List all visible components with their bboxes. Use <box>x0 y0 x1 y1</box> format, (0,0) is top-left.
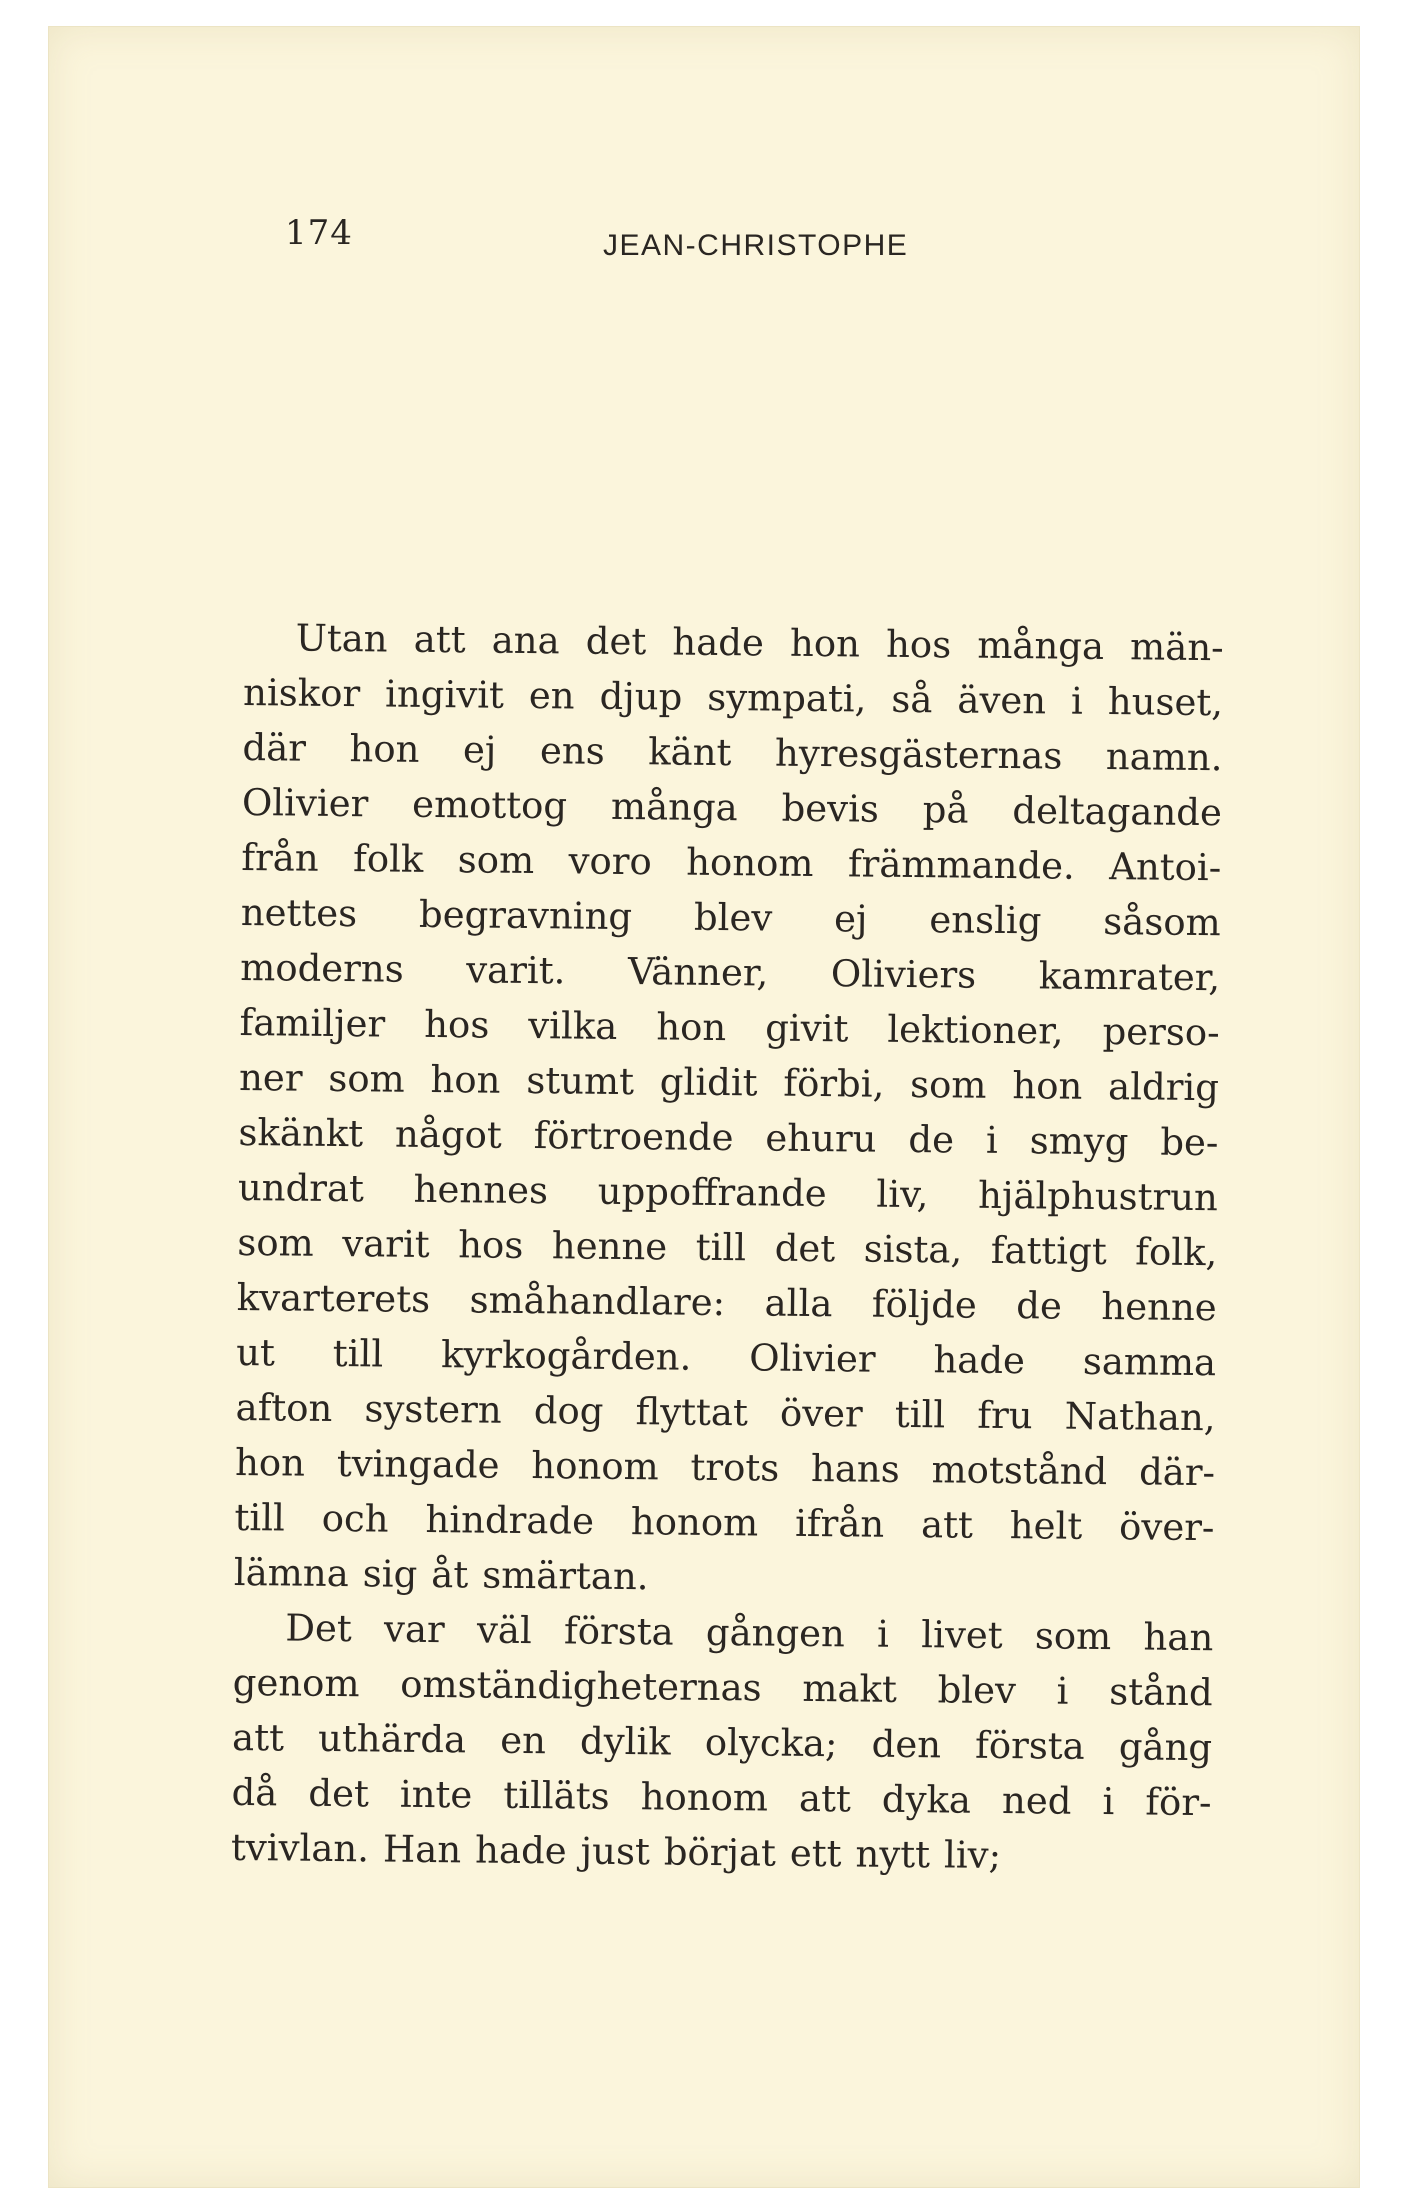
word: även <box>957 678 1047 723</box>
word: ens <box>539 729 605 773</box>
word: voro <box>568 839 653 884</box>
word: ner <box>238 1055 303 1100</box>
running-title: JEAN-CHRISTOPHE <box>603 229 909 262</box>
word: emottog <box>411 782 568 828</box>
word: namn. <box>1105 735 1223 780</box>
word: sista, <box>863 1227 963 1272</box>
text-line <box>238 1160 1219 1225</box>
word: som <box>1034 1614 1112 1659</box>
word: en <box>528 673 575 718</box>
word: enslig <box>929 898 1042 943</box>
word: att <box>231 1715 285 1760</box>
word: ej <box>833 897 868 941</box>
word: den <box>871 1722 942 1767</box>
word: som <box>457 838 535 883</box>
word: skänkt <box>238 1110 364 1156</box>
word: deltagande <box>1012 789 1223 835</box>
word: ett <box>789 1831 842 1876</box>
word: ingivit <box>384 672 505 717</box>
word: omständigheternas <box>400 1662 762 1710</box>
word: till <box>234 1495 286 1540</box>
word: i <box>876 1612 890 1656</box>
word: henne <box>1101 1285 1217 1330</box>
word: det <box>308 1771 370 1816</box>
word: bevis <box>781 786 880 831</box>
word: afton <box>235 1385 333 1430</box>
word: i <box>1056 1669 1069 1713</box>
word: var <box>383 1607 445 1652</box>
word: hade <box>933 1338 1026 1383</box>
word: att <box>798 1776 852 1821</box>
word: lektioner, <box>887 1007 1064 1053</box>
word: att <box>413 617 466 662</box>
word: Oliviers <box>830 952 977 997</box>
word: kvarterets <box>236 1275 431 1321</box>
word: djup <box>599 674 683 719</box>
word: givit <box>765 1006 849 1051</box>
text-line <box>243 610 1224 675</box>
word: hennes <box>413 1167 549 1213</box>
word: henne <box>551 1224 668 1269</box>
word: makt <box>802 1666 898 1711</box>
body-text <box>231 610 1224 1885</box>
word: inte <box>399 1772 473 1817</box>
word: att <box>920 1503 974 1547</box>
word: de <box>908 1117 955 1162</box>
word: genom <box>232 1660 360 1706</box>
word: niskor <box>242 670 361 716</box>
word: nytt <box>855 1832 931 1877</box>
word: främmande. <box>847 842 1076 888</box>
word: blev <box>937 1668 1017 1713</box>
word: Olivier <box>749 1336 876 1381</box>
word: Antoi- <box>1109 845 1222 890</box>
word: hade <box>474 1828 567 1873</box>
word: tilläts <box>503 1773 610 1818</box>
word: trots <box>690 1445 780 1490</box>
word: kamrater, <box>1038 954 1221 1000</box>
word: stumt <box>526 1058 635 1104</box>
word: fattigt <box>990 1228 1107 1274</box>
word: motstånd <box>931 1448 1108 1494</box>
word: hon <box>1012 1064 1083 1108</box>
page-number: 174 <box>285 213 353 253</box>
word: hyresgästernas <box>774 731 1063 778</box>
word: aldrig <box>1107 1065 1220 1110</box>
word: hos <box>423 1002 490 1047</box>
word: ana <box>491 618 560 663</box>
word: Olivier <box>241 780 369 826</box>
word: hade <box>672 620 765 665</box>
text-line <box>234 1545 1215 1610</box>
word: så <box>891 677 933 722</box>
word: ej <box>462 728 497 772</box>
text-line <box>234 1490 1215 1555</box>
word: ehuru <box>765 1116 877 1161</box>
word: i <box>1070 679 1084 723</box>
word: en <box>500 1718 547 1763</box>
text-line <box>243 665 1224 730</box>
word: huset, <box>1107 680 1224 725</box>
word: hon <box>789 621 861 666</box>
word: något <box>394 1112 502 1157</box>
word: ned <box>1001 1779 1072 1823</box>
word: väl <box>476 1608 533 1653</box>
word: som <box>237 1220 314 1265</box>
word: där <box>242 725 307 770</box>
word: hjälphustrun <box>977 1173 1219 1220</box>
word: ifrån <box>794 1501 885 1546</box>
word: då <box>231 1770 278 1815</box>
word: i <box>985 1118 999 1162</box>
word: blev <box>693 895 773 940</box>
word: till <box>695 1225 747 1270</box>
word: begravning <box>418 892 633 939</box>
text-line <box>235 1435 1216 1500</box>
word: flyttat <box>635 1390 749 1435</box>
word: hon <box>656 1005 727 1050</box>
word: dyka <box>881 1777 972 1822</box>
text-line <box>233 1600 1214 1665</box>
word: liv; <box>943 1833 1002 1877</box>
word: uppoffrande <box>597 1169 827 1216</box>
word: hon <box>349 727 420 771</box>
word: i <box>1102 1780 1115 1824</box>
word: många <box>977 623 1105 669</box>
word: åt <box>431 1553 469 1597</box>
word: Han <box>382 1827 462 1872</box>
text-line <box>236 1325 1217 1390</box>
word: moderns <box>240 945 404 991</box>
word: hos <box>885 622 952 667</box>
word: för- <box>1145 1780 1212 1825</box>
word: varit. <box>466 948 566 993</box>
word: samma <box>1082 1339 1217 1385</box>
word: olycka; <box>704 1720 838 1766</box>
word: det <box>774 1226 836 1271</box>
word: känt <box>648 730 732 775</box>
paragraph <box>234 610 1224 1610</box>
word: ut <box>235 1330 276 1375</box>
text-line <box>231 1765 1212 1830</box>
word: hos <box>458 1223 524 1267</box>
word: nettes <box>240 890 358 936</box>
word: över <box>779 1391 863 1436</box>
text-line <box>239 995 1220 1060</box>
text-line <box>242 720 1223 785</box>
word: vilka <box>528 1004 618 1048</box>
word: över- <box>1118 1505 1215 1550</box>
word: såsom <box>1103 900 1221 945</box>
word: livet <box>921 1613 1003 1657</box>
word: han <box>1143 1615 1214 1660</box>
word: första <box>974 1723 1085 1768</box>
word: de <box>1016 1284 1063 1328</box>
word: Vänner, <box>627 950 769 995</box>
word: som <box>328 1056 405 1101</box>
text-line <box>237 1215 1218 1280</box>
word: hindrade <box>425 1497 595 1543</box>
text-line <box>238 1105 1219 1170</box>
word: honom <box>630 1500 759 1545</box>
text-line <box>232 1710 1213 1775</box>
word: just <box>580 1829 651 1874</box>
word: undrat <box>237 1165 365 1211</box>
word: Det <box>285 1606 353 1651</box>
text-line <box>231 1820 1212 1885</box>
word: folk <box>352 837 424 881</box>
word: män- <box>1129 625 1224 670</box>
word: smyg <box>1029 1119 1129 1164</box>
word: till <box>894 1392 946 1437</box>
word: be- <box>1160 1120 1219 1165</box>
word: förbi, <box>783 1061 885 1106</box>
word: från <box>241 835 319 880</box>
word: dylik <box>579 1719 671 1764</box>
text-line <box>235 1380 1216 1445</box>
word: Utan <box>295 616 388 661</box>
word: gången <box>705 1610 846 1656</box>
word: smärtan. <box>482 1553 649 1599</box>
word: sympati, <box>707 675 867 721</box>
word: familjer <box>239 1000 386 1046</box>
word: det <box>585 619 647 664</box>
word: helt <box>1009 1504 1083 1548</box>
word: på <box>922 788 969 832</box>
word: Nathan, <box>1064 1394 1216 1440</box>
word: hon <box>430 1057 501 1102</box>
word: börjat <box>663 1830 777 1875</box>
text-line <box>232 1655 1213 1720</box>
word: honom <box>640 1775 769 1820</box>
word: fru <box>977 1393 1033 1438</box>
paragraph <box>231 1600 1214 1885</box>
word: stånd <box>1109 1670 1213 1715</box>
word: uthärda <box>317 1716 467 1762</box>
word: alla <box>764 1281 833 1326</box>
word: folk, <box>1135 1230 1218 1275</box>
word: sig <box>362 1552 418 1596</box>
text-line <box>240 940 1221 1005</box>
text-line <box>242 775 1223 840</box>
word: liv, <box>876 1172 929 1217</box>
word: perso- <box>1102 1010 1220 1055</box>
text-line <box>241 830 1222 895</box>
word: och <box>321 1496 389 1541</box>
word: där- <box>1138 1450 1216 1495</box>
word: varit <box>342 1222 430 1266</box>
word: första <box>563 1609 674 1654</box>
word: hans <box>810 1446 900 1491</box>
text-line <box>241 885 1222 950</box>
word: som <box>909 1063 987 1107</box>
word: till <box>332 1331 384 1376</box>
word: småhandlare: <box>469 1278 726 1325</box>
word: hon <box>234 1440 306 1485</box>
word: många <box>610 784 738 830</box>
word: systern <box>364 1387 502 1432</box>
word: tvivlan. <box>230 1825 370 1871</box>
word: kyrkogården. <box>440 1333 692 1379</box>
word: dog <box>533 1389 604 1433</box>
word: följde <box>871 1282 978 1327</box>
word: förtroende <box>533 1114 734 1160</box>
word: lämna <box>233 1550 350 1596</box>
word: gång <box>1118 1725 1213 1770</box>
word: glidit <box>659 1060 758 1105</box>
text-line <box>239 1050 1220 1115</box>
word: tvingade <box>336 1442 500 1487</box>
word: honom <box>686 840 814 885</box>
word: honom <box>531 1444 659 1489</box>
text-line <box>237 1270 1218 1335</box>
